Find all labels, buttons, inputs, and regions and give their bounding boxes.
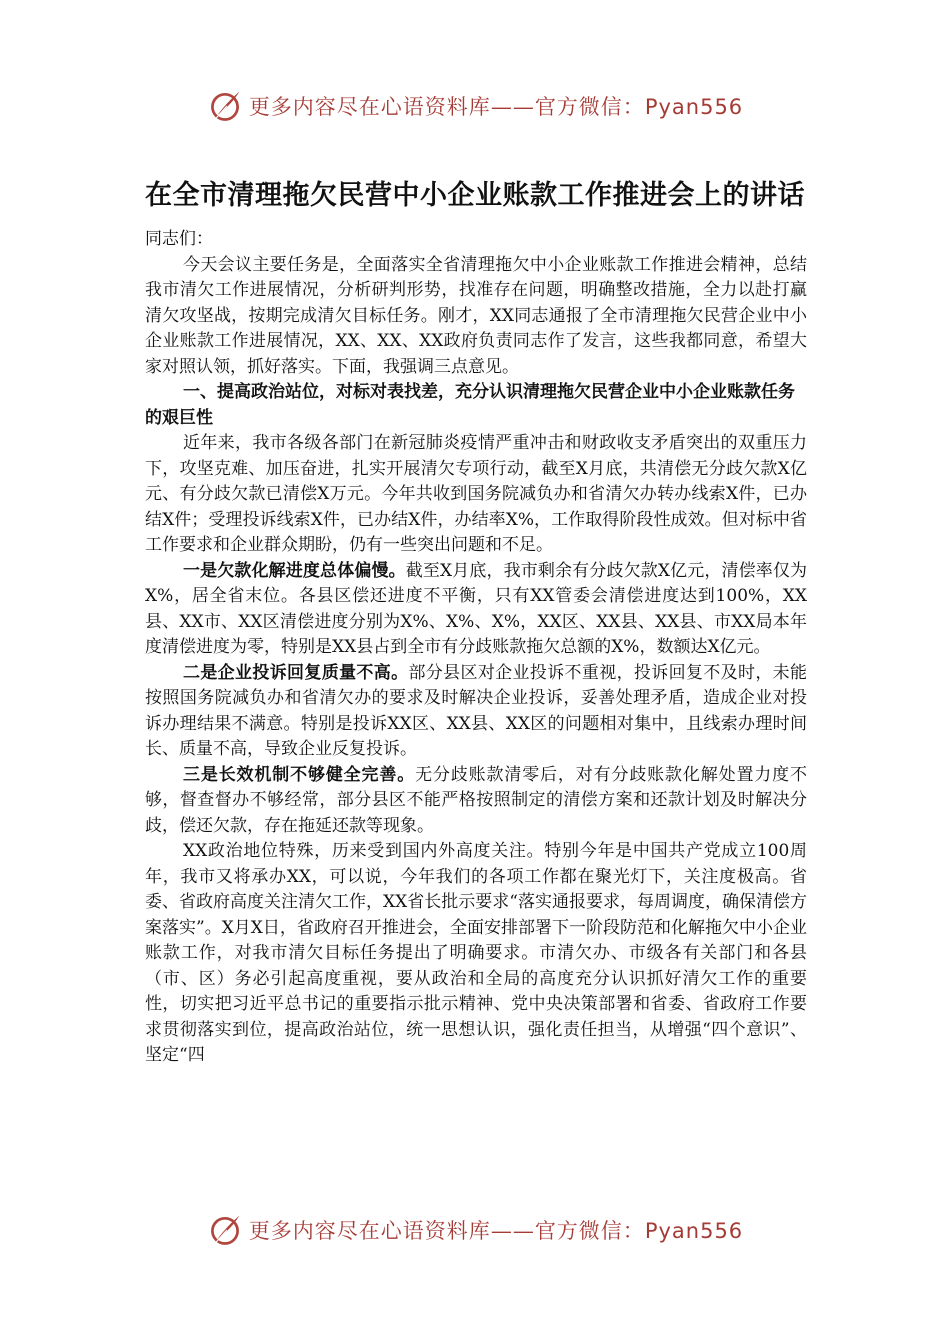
banner-wechat-id: Pyan556 <box>644 95 744 119</box>
point-2-lead: 二是企业投诉回复质量不高。 <box>183 662 409 683</box>
banner-text <box>249 91 743 121</box>
point-3-lead: 三是长效机制不够健全完善。 <box>183 764 416 785</box>
banner-wechat-id: Pyan556 <box>644 1219 744 1243</box>
document-body <box>145 172 807 1069</box>
feather-pen-logo-icon <box>207 88 243 124</box>
feather-pen-logo-icon <box>207 1212 243 1248</box>
header-banner <box>0 86 950 126</box>
point-2-body: 部分县区对企业投诉不重视，投诉回复不及时，未能按照国务院减负办和省清欠办的要求及时解决企业投诉，妥善处理矛盾，造成企业对投诉办理结果不满意。特别是投诉XX区、XX县、XX区的问题相对集中，且线索办理时间长、质量不高，导致企业反复投诉。 <box>145 662 808 759</box>
closing-paragraph: XX政治地位特殊，历来受到国内外高度关注。特别今年是中国共产党成立100周年，我市又将承办XX，可以说，今年我们的各项工作都在聚光灯下，关注度极高。省委、省政府高度关注清欠工作，XX省长批示要求“落实通报要求，每周调度，确保清偿方案落实”。X月X日，省政府召开推进会，全面安排部署下一阶段防范和化解拖欠中小企业账款工作，对我市清欠目标任务提出了明确要求。市清欠办、市级各有关部门和各县（市、区）务必引起高度重视，要从政治和全局的高度充分认识抓好清欠工作的重要性，切实把习近平总书记的重要指示批示精神、党中央决策部署和省委、省政府工作要求贯彻落实到位，提高政治站位，统一思想认识，强化责任担当，从增强“四个意识”、坚定“四 <box>145 841 807 1065</box>
banner-slogan: 更多内容尽在心语资料库 <box>248 1219 491 1243</box>
point-1-body: 截至X月底，我市剩余有分歧欠款X亿元，清偿率仅为X%，居全省末位。各县区偿还进度不平衡，只有XX管委会清偿进度达到100%，XX县、XX市、XX区清偿进度分别为X%、X%、X%，XX区、XX县、XX县、市XX局本年度清偿进度为零，特别是XX县占到全市有分歧账款拖欠总额的X%，数额达X亿元。 <box>145 560 807 657</box>
document-title: 在全市清理拖欠民营中小企业账款工作推进会上的讲话 <box>145 180 805 211</box>
salutation: 同志们： <box>145 229 213 249</box>
point-3-body: 无分歧账款清零后，对有分歧账款化解处置力度不够，督查督办不够经常，部分县区不能严格按照制定的清偿方案和还款计划及时解决分歧，偿还欠款，存在拖延还款等现象。 <box>145 764 808 836</box>
banner-dash: —— <box>490 1219 535 1243</box>
point-3-paragraph <box>145 763 807 840</box>
banner-wechat-label: 官方微信： <box>534 95 645 119</box>
point-1-paragraph <box>145 559 807 661</box>
point-2-paragraph <box>145 661 807 763</box>
banner-dash: —— <box>490 95 535 119</box>
footer-banner <box>0 1210 950 1250</box>
banner-wechat-label: 官方微信： <box>534 1219 645 1243</box>
point-1-lead: 一是欠款化解进度总体偏慢。 <box>183 560 406 581</box>
section-1-heading: 一、提高政治站位，对标对表找差，充分认识清理拖欠民营企业中小企业账款任务的艰巨性 <box>145 382 795 428</box>
section-1-paragraph: 近年来，我市各级各部门在新冠肺炎疫情严重冲击和财政收支矛盾突出的双重压力下，攻坚克难、加压奋进，扎实开展清欠专项行动，截至X月底，共清偿无分歧欠款X亿元、有分歧欠款已清偿X万元。今年共收到国务院减负办和省清欠办转办线索X件，已办结X件；受理投诉线索X件，已办结X件，办结率X%，工作取得阶段性成效。但对标中省工作要求和企业群众期盼，仍有一些突出问题和不足。 <box>145 433 807 555</box>
intro-paragraph: 今天会议主要任务是，全面落实全省清理拖欠中小企业账款工作推进会精神，总结我市清欠工作进展情况，分析研判形势，找准存在问题，明确整改措施，全力以赴打赢清欠攻坚战，按期完成清欠目标任务。刚才，XX同志通报了全市清理拖欠民营企业中小企业账款工作进展情况，XX、XX、XX政府负责同志作了发言，这些我都同意，希望大家对照认领，抓好落实。下面，我强调三点意见。 <box>145 254 807 377</box>
banner-slogan: 更多内容尽在心语资料库 <box>248 95 491 119</box>
banner-text <box>249 1215 743 1245</box>
